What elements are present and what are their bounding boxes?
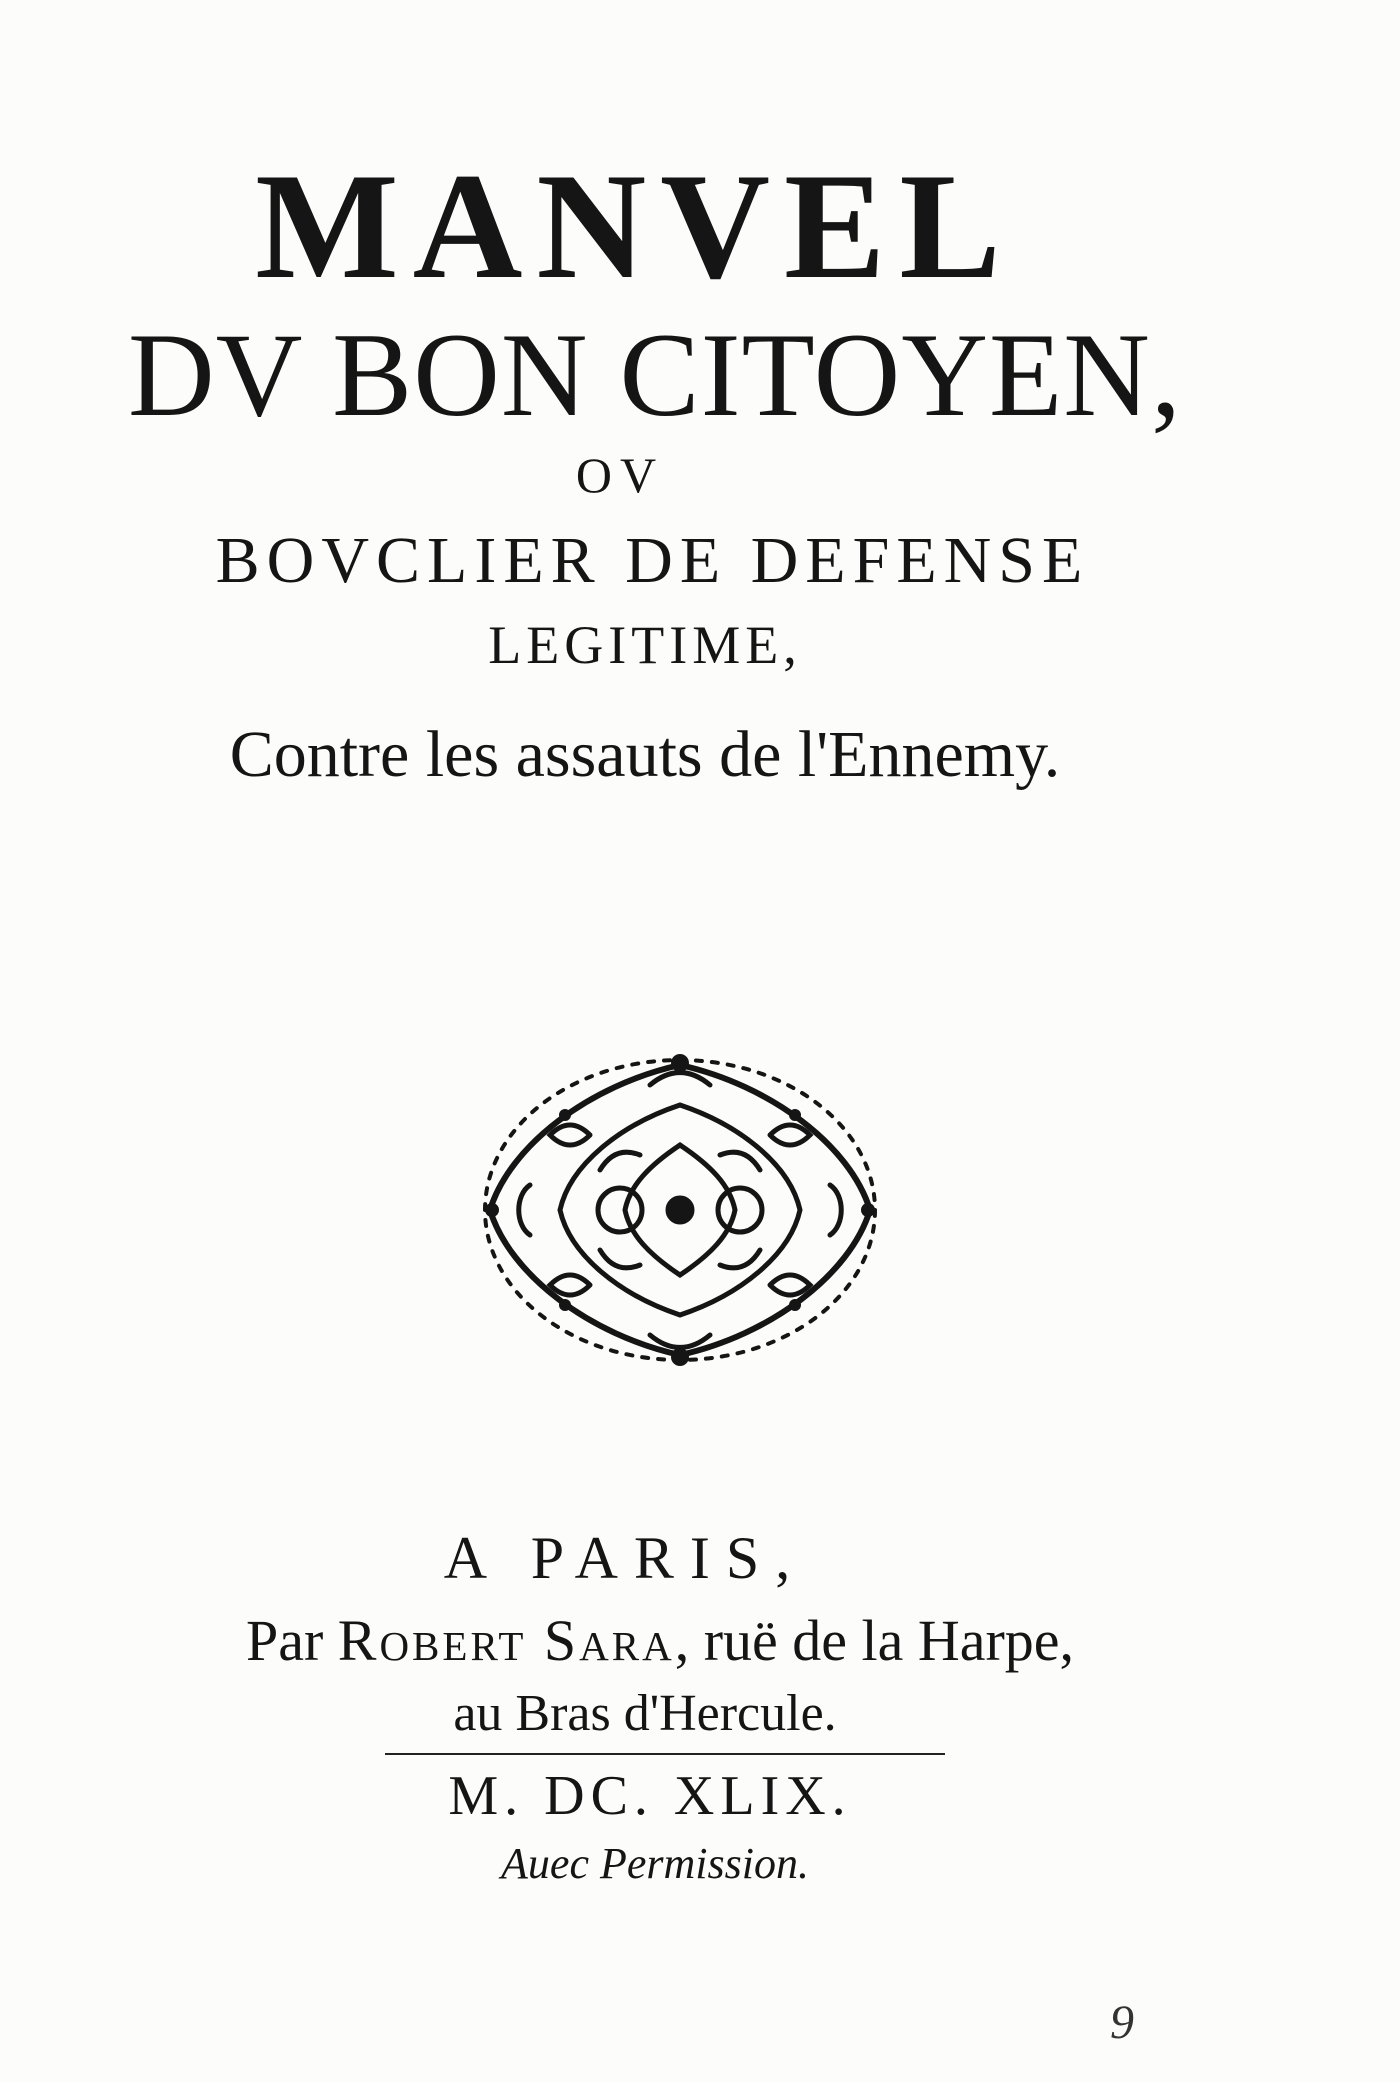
folio-mark: 9 bbox=[1110, 1996, 1134, 2049]
imprint-city: A PARIS, bbox=[443, 1525, 807, 1591]
subtitle: DV BON CITOYEN, bbox=[128, 308, 1182, 441]
imprint-year: M. DC. XLIX. bbox=[448, 1765, 852, 1827]
alternative-title-continued: LEGITIME, bbox=[488, 615, 802, 675]
tagline: Contre les assauts de l'Ennemy. bbox=[229, 718, 1061, 791]
divider-rule bbox=[385, 1753, 945, 1755]
imprint-address: au Bras d'Hercule. bbox=[453, 1685, 837, 1742]
printer-suffix: , ruë de la Harpe, bbox=[674, 1608, 1075, 1673]
printers-fleuron-ornament-icon bbox=[470, 1045, 890, 1375]
imprint-printer bbox=[0, 1608, 1320, 1673]
main-title: MANVEL bbox=[255, 142, 1015, 310]
permission-note: Auec Permission. bbox=[501, 1839, 809, 1888]
printer-prefix: Par bbox=[245, 1608, 338, 1673]
conjunction: OV bbox=[575, 447, 665, 503]
alternative-title: BOVCLIER DE DEFENSE bbox=[215, 524, 1090, 597]
printer-name: Robert Sara bbox=[337, 1608, 675, 1673]
